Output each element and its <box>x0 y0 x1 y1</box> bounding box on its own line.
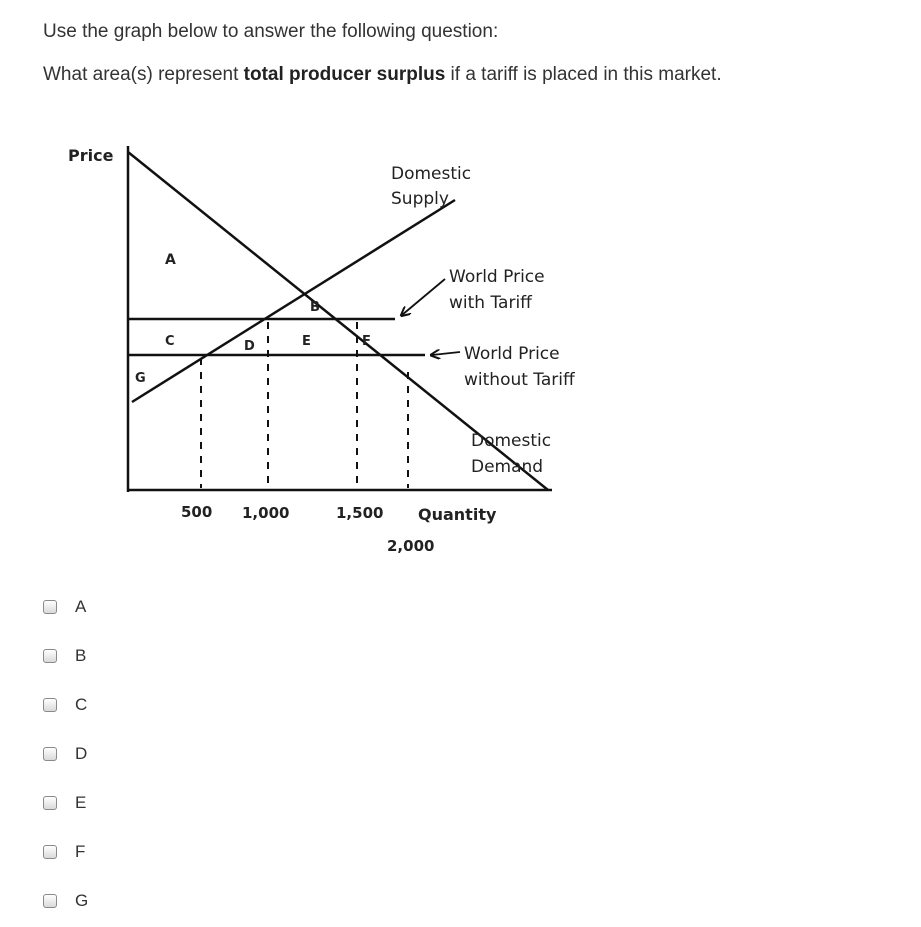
area-g-label: G <box>135 371 146 386</box>
option-f[interactable] <box>43 839 85 865</box>
tick-2000: 2,000 <box>387 537 435 555</box>
instruction-text: Use the graph below to answer the following question: <box>43 21 499 42</box>
area-c-label: C <box>165 334 175 349</box>
tariff-label-line2: with Tariff <box>449 293 532 313</box>
world-label-line2: without Tariff <box>464 370 575 390</box>
tick-1000: 1,000 <box>242 504 290 522</box>
demand-label-line1: Domestic <box>471 431 552 451</box>
tick-500: 500 <box>181 503 213 521</box>
tariff-label-line1: World Price <box>449 267 545 287</box>
option-label: A <box>75 597 87 616</box>
question-end: if a tariff is placed in this market. <box>445 64 722 85</box>
option-label: E <box>75 793 87 812</box>
tariff-graph <box>0 130 921 570</box>
checkbox[interactable] <box>43 698 57 712</box>
tick-1500: 1,500 <box>336 504 384 522</box>
supply-label-line1: Domestic <box>391 164 472 184</box>
price-axis-label: Price <box>68 146 114 165</box>
area-b-label: B <box>310 300 320 315</box>
option-label: G <box>75 891 89 910</box>
checkbox[interactable] <box>43 796 57 810</box>
option-a[interactable] <box>43 594 86 620</box>
checkbox[interactable] <box>43 747 57 761</box>
area-a-label: A <box>165 252 176 268</box>
option-c[interactable] <box>43 692 87 718</box>
tariff-label-arrow <box>402 279 445 315</box>
supply-curve <box>132 200 455 402</box>
option-g[interactable] <box>43 888 88 914</box>
question-start: What area(s) represent <box>43 64 244 85</box>
area-e-label: E <box>302 334 311 349</box>
option-label: D <box>75 744 88 763</box>
checkbox[interactable] <box>43 894 57 908</box>
option-label: C <box>75 695 88 714</box>
option-label: B <box>75 646 87 665</box>
checkbox[interactable] <box>43 600 57 614</box>
quantity-axis-label: Quantity <box>418 505 497 524</box>
world-label-line1: World Price <box>464 344 560 364</box>
option-d[interactable] <box>43 741 87 767</box>
question-text <box>43 63 722 87</box>
area-f-label: F <box>362 334 371 349</box>
checkbox[interactable] <box>43 649 57 663</box>
world-label-arrow <box>432 352 460 355</box>
question-emphasis: total producer surplus <box>243 64 446 85</box>
option-e[interactable] <box>43 790 86 816</box>
option-b[interactable] <box>43 643 86 669</box>
demand-label-line2: Demand <box>471 457 544 477</box>
supply-label-line2: Supply <box>391 189 449 209</box>
area-d-label: D <box>244 339 255 354</box>
option-label: F <box>75 842 86 861</box>
checkbox[interactable] <box>43 845 57 859</box>
